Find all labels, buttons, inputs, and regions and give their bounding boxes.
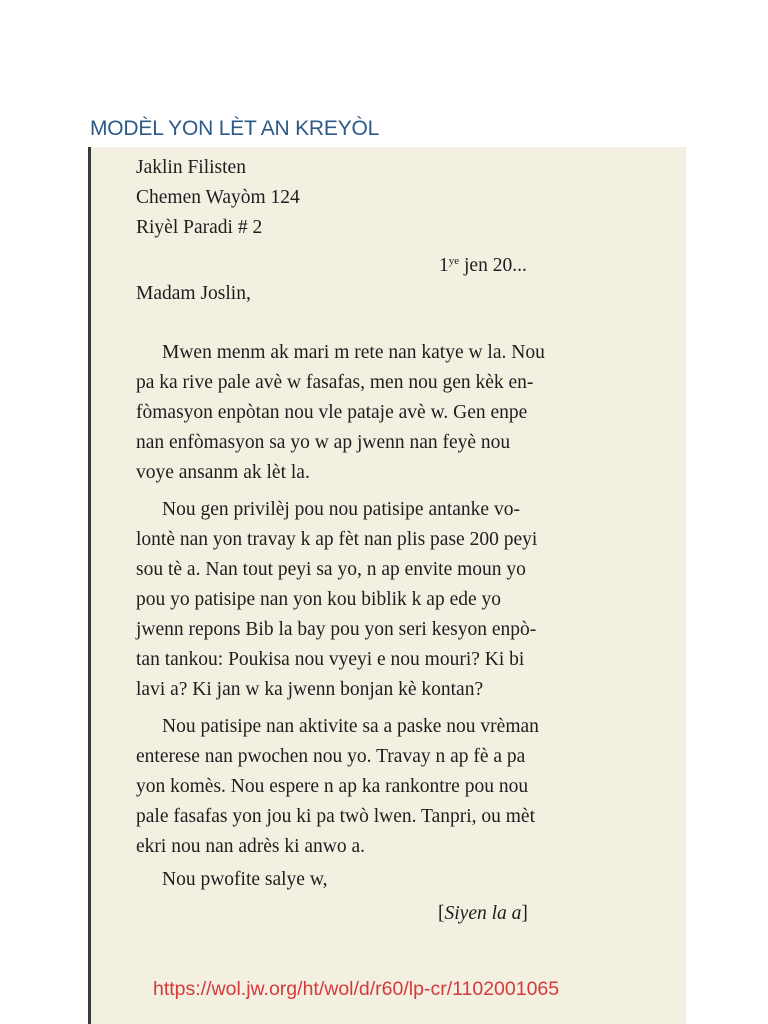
paragraph-1-line-5: voye ansanm ak lèt la.	[136, 462, 310, 483]
paragraph-2-line-4: pou yo patisipe nan yon kou biblik k ap ede yo	[136, 589, 502, 610]
sender-street: Chemen Wayòm 124	[136, 187, 300, 208]
letter-date	[439, 255, 527, 277]
paragraph-2-line-6: tan tankou: Poukisa nou vyeyi e nou mouri? Ki bi	[136, 649, 525, 670]
date-rest: jen 20...	[459, 255, 527, 276]
paragraph-1-line-3: fòmasyon enpòtan nou vle pataje avè w. Gen enpe	[136, 402, 528, 423]
paragraph-1-line-2: pa ka rive pale avè w fasafas, men nou gen kèk en-	[136, 372, 534, 393]
closing: Nou pwofite salye w,	[162, 869, 328, 890]
page-heading: MODÈL YON LÈT AN KREYÒL	[90, 117, 380, 140]
paragraph-1-line-1: Mwen menm ak mari m rete nan katye w la. Nou	[162, 342, 545, 363]
paragraph-1-line-4: nan enfòmasyon sa yo w ap jwenn nan feyè nou	[136, 432, 511, 453]
paragraph-3-line-1: Nou patisipe nan aktivite sa a paske nou vrèman	[162, 716, 539, 737]
paragraph-2-line-3: sou tè a. Nan tout peyi sa yo, n ap envite moun yo	[136, 559, 526, 580]
letter-image	[88, 147, 686, 1024]
sender-name: Jaklin Filisten	[136, 157, 246, 178]
paragraph-2-line-2: lontè nan yon travay k ap fèt nan plis pase 200 peyi	[136, 529, 538, 550]
sender-city: Riyèl Paradi # 2	[136, 217, 263, 238]
paragraph-3-line-2: enterese nan pwochen nou yo. Travay n ap fè a pa	[136, 746, 526, 767]
source-link[interactable]: https://wol.jw.org/ht/wol/d/r60/lp-cr/1102001065	[153, 978, 560, 1000]
date-day: 1	[439, 255, 449, 276]
signature-text: Siyen la a	[444, 903, 522, 924]
paragraph-2-line-1: Nou gen privilèj pou nou patisipe antanke vo-	[162, 499, 520, 520]
paragraph-3-line-5: ekri nou nan adrès ki anwo a.	[136, 836, 366, 857]
paragraph-2-line-5: jwenn repons Bib la bay pou yon seri kesyon enpò-	[136, 619, 537, 640]
signature: [Siyen la a]	[438, 903, 528, 924]
paragraph-3-line-3: yon komès. Nou espere n ap ka rankontre pou nou	[136, 776, 529, 797]
paragraph-3-line-4: pale fasafas yon jou ki pa twò lwen. Tanpri, ou mèt	[136, 806, 536, 827]
salutation: Madam Joslin,	[136, 283, 251, 304]
paragraph-2-line-7: lavi a? Ki jan w ka jwenn bonjan kè kontan?	[136, 679, 484, 700]
date-suffix: ye	[448, 255, 460, 267]
